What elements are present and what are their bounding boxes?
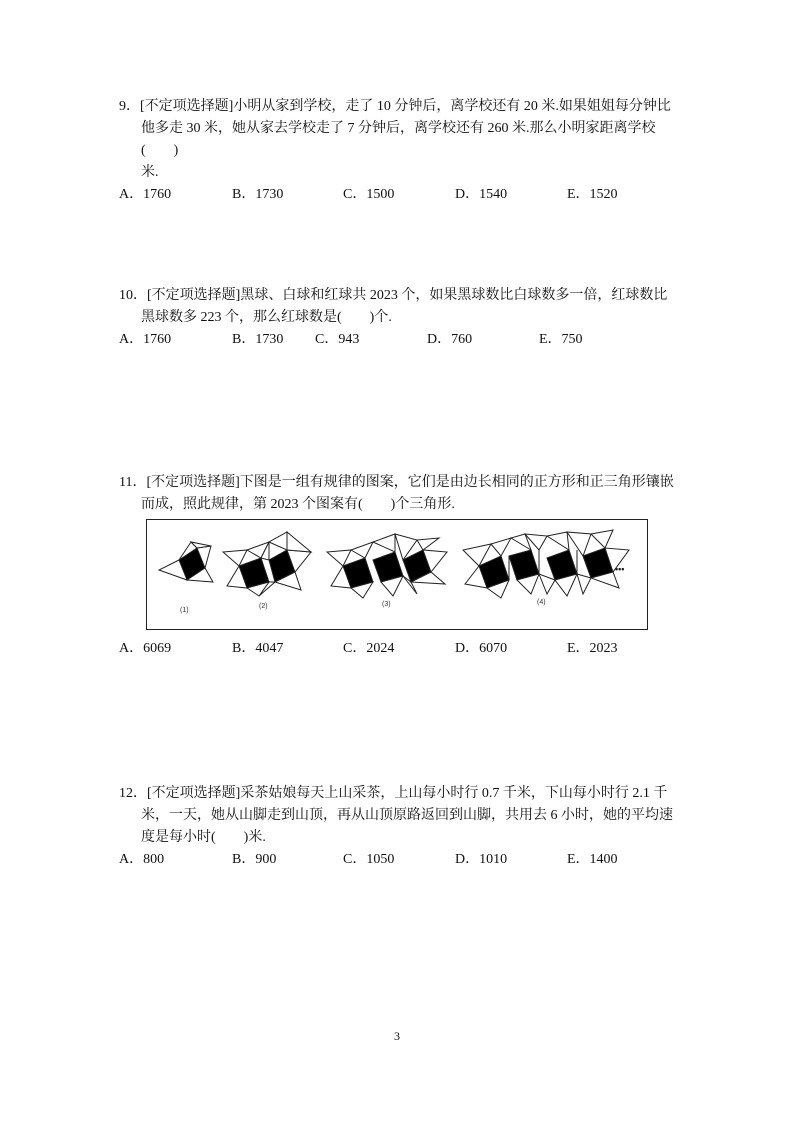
pattern-2 <box>223 532 311 596</box>
question-11-options <box>119 638 679 660</box>
options-row <box>119 849 679 871</box>
question-9 <box>119 96 679 206</box>
question-text-line: [不定项选择题]采茶姑娘每天上山采茶，上山每小时行 0.7 千米，下山每小时行 2.1 千 <box>147 786 668 801</box>
question-text-line: 米，一天，她从山脚走到山顶，再从山顶原路返回到山脚，共用去 6 小时，她的平均速 <box>141 808 673 823</box>
question-12 <box>119 783 679 871</box>
pattern-figure-svg <box>147 520 649 631</box>
pattern-4 <box>463 530 629 598</box>
figure-label-3: (3) <box>382 601 391 608</box>
option-d[interactable]: D．1540 <box>455 187 508 202</box>
ellipsis-label: ••• <box>615 564 625 574</box>
question-stem <box>119 96 679 184</box>
page-number: 3 <box>394 1029 400 1043</box>
pattern-figure <box>146 519 648 630</box>
option-a[interactable]: A．800 <box>119 852 165 867</box>
question-number: 10． <box>119 288 147 303</box>
option-c[interactable]: C．943 <box>315 332 360 347</box>
question-text-line: 黑球数多 223 个，那么红球数是( )个. <box>141 310 392 325</box>
option-b[interactable]: B．900 <box>232 852 277 867</box>
option-d[interactable]: D．760 <box>427 332 473 347</box>
option-e[interactable]: E．750 <box>539 332 583 347</box>
question-text-line: [不定项选择题]下图是一组有规律的图案，它们是由边长相同的正方形和正三角形镶嵌 <box>146 475 674 490</box>
option-e[interactable]: E．2023 <box>567 641 618 656</box>
option-a[interactable]: A．1760 <box>119 332 172 347</box>
option-b[interactable]: B．1730 <box>232 187 284 202</box>
question-stem <box>119 285 679 329</box>
option-c[interactable]: C．1050 <box>343 852 395 867</box>
option-a[interactable]: A．6069 <box>119 641 172 656</box>
question-text-line: 而成，照此规律，第 2023 个图案有( )个三角形. <box>141 497 455 512</box>
option-b[interactable]: B．1730 <box>232 332 284 347</box>
option-c[interactable]: C．2024 <box>343 641 395 656</box>
figure-label-4: (4) <box>537 599 546 606</box>
option-e[interactable]: E．1400 <box>567 852 618 867</box>
question-text-line: 度是每小时( )米. <box>141 830 266 845</box>
option-b[interactable]: B．4047 <box>232 641 284 656</box>
question-number: 12． <box>119 786 147 801</box>
figure-label-2: (2) <box>259 603 268 610</box>
question-text-line: [不定项选择题]小明从家到学校，走了 10 分钟后，离学校还有 20 米.如果姐姐每分钟比 <box>140 99 671 114</box>
option-e[interactable]: E．1520 <box>567 187 618 202</box>
question-stem <box>119 472 679 516</box>
options-row <box>119 329 679 351</box>
question-10 <box>119 285 679 351</box>
figure-label-1: (1) <box>180 607 189 614</box>
question-number: 9． <box>119 99 140 114</box>
question-11 <box>119 472 679 516</box>
pattern-1 <box>159 542 213 582</box>
option-d[interactable]: D．6070 <box>455 641 508 656</box>
pattern-3 <box>327 534 447 598</box>
option-c[interactable]: C．1500 <box>343 187 395 202</box>
question-text-line: 米. <box>141 165 159 180</box>
question-stem <box>119 783 679 849</box>
options-row <box>119 638 679 660</box>
question-text-line: 他多走 30 米，她从家去学校走了 7 分钟后，离学校还有 260 米.那么小明家距离学校( ) <box>141 121 656 158</box>
option-d[interactable]: D．1010 <box>455 852 508 867</box>
options-row <box>119 184 679 206</box>
question-text-line: [不定项选择题]黑球、白球和红球共 2023 个，如果黑球数比白球数多一倍，红球数比 <box>147 288 668 303</box>
option-a[interactable]: A．1760 <box>119 187 172 202</box>
question-number: 11． <box>119 475 147 490</box>
